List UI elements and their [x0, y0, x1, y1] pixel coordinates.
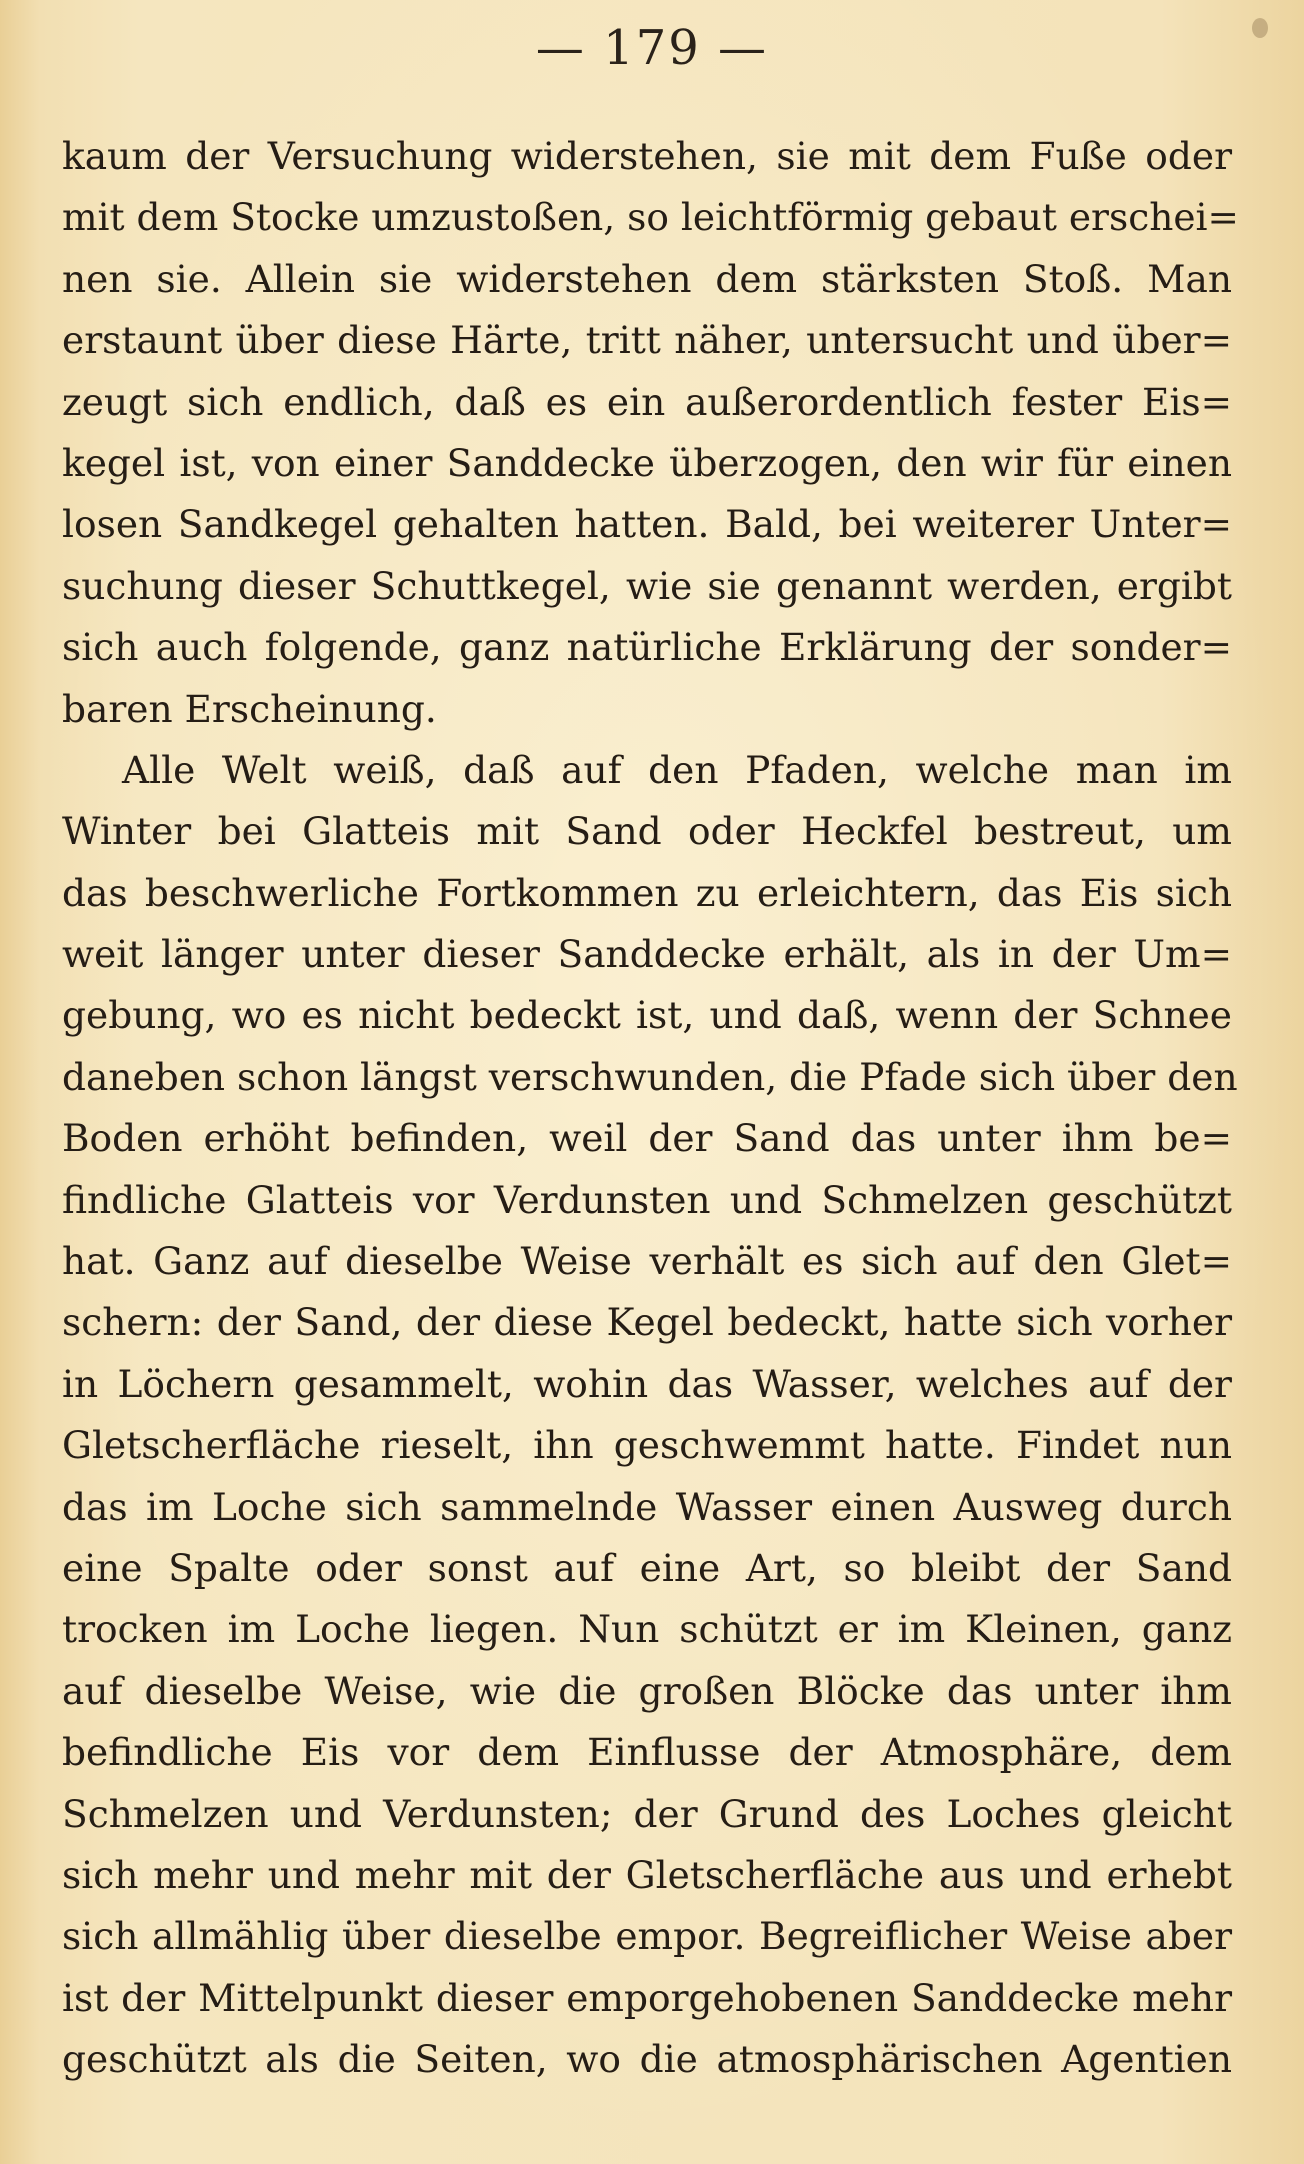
text-line: sich auch folgende, ganz natürliche Erklärung der sonder= [62, 625, 1232, 670]
text-line: kegel ist, von einer Sanddecke überzogen, den wir für einen [62, 440, 1232, 485]
text-line: baren Erscheinung. [62, 686, 437, 731]
text-line: sich mehr und mehr mit der Gletscherfläche aus und erhebt [62, 1852, 1232, 1897]
text-line: nen sie. Allein sie widerstehen dem stärksten Stoß. Man [62, 256, 1232, 301]
text-line: Boden erhöht befinden, weil der Sand das unter ihm be= [62, 1116, 1232, 1161]
text-line: suchung dieser Schuttkegel, wie sie genannt werden, ergibt [62, 563, 1232, 608]
text-line: daneben schon längst verschwunden, die Pfade sich über den [62, 1054, 1238, 1099]
text-line: erstaunt über diese Härte, tritt näher, untersucht und über= [62, 318, 1232, 363]
text-line: losen Sandkegel gehalten hatten. Bald, bei weiterer Unter= [62, 502, 1232, 547]
text-line: in Löchern gesammelt, wohin das Wasser, welches auf der [62, 1361, 1232, 1406]
text-line: Alle Welt weiß, daß auf den Pfaden, welche man im [122, 747, 1232, 792]
text-line: geschützt als die Seiten, wo die atmosphärischen Agentien [62, 2037, 1232, 2082]
text-line: das beschwerliche Fortkommen zu erleichtern, das Eis sich [62, 870, 1232, 915]
text-line: auf dieselbe Weise, wie die großen Blöcke das unter ihm [62, 1668, 1232, 1713]
text-line: ist der Mittelpunkt dieser emporgehobenen Sanddecke mehr [62, 1975, 1232, 2020]
text-line: mit dem Stocke umzustoßen, so leichtförmig gebaut erschei= [62, 195, 1239, 240]
text-line: sich allmählig über dieselbe empor. Begreiflicher Weise aber [62, 1914, 1232, 1959]
text-line: gebung, wo es nicht bedeckt ist, und daß, wenn der Schnee [62, 993, 1232, 1038]
text-line: Gletscherfläche rieselt, ihn geschwemmt hatte. Findet nun [62, 1423, 1232, 1468]
text-line: befindliche Eis vor dem Einflusse der Atmosphäre, dem [62, 1730, 1232, 1775]
text-line: weit länger unter dieser Sanddecke erhält, als in der Um= [62, 932, 1232, 977]
text-line: Schmelzen und Verdunsten; der Grund des Loches gleicht [62, 1791, 1232, 1836]
text-line: kaum der Versuchung widerstehen, sie mit dem Fuße oder [62, 134, 1232, 178]
text-line: das im Loche sich sammelnde Wasser einen Ausweg durch [62, 1484, 1232, 1529]
text-line: Winter bei Glatteis mit Sand oder Heckfel bestreut, um [62, 809, 1232, 854]
text-line: eine Spalte oder sonst auf eine Art, so bleibt der Sand [62, 1545, 1232, 1590]
body-text [62, 126, 1239, 2091]
text-line: zeugt sich endlich, daß es ein außerordentlich fester Eis= [62, 379, 1232, 424]
page-number: — 179 — [535, 20, 769, 76]
text-line: findliche Glatteis vor Verdunsten und Schmelzen geschützt [62, 1177, 1232, 1222]
text-line: trocken im Loche liegen. Nun schützt er im Kleinen, ganz [62, 1607, 1232, 1652]
text-line: hat. Ganz auf dieselbe Weise verhält es sich auf den Glet= [62, 1239, 1232, 1284]
text-line: schern: der Sand, der diese Kegel bedeckt, hatte sich vorher [62, 1300, 1232, 1345]
